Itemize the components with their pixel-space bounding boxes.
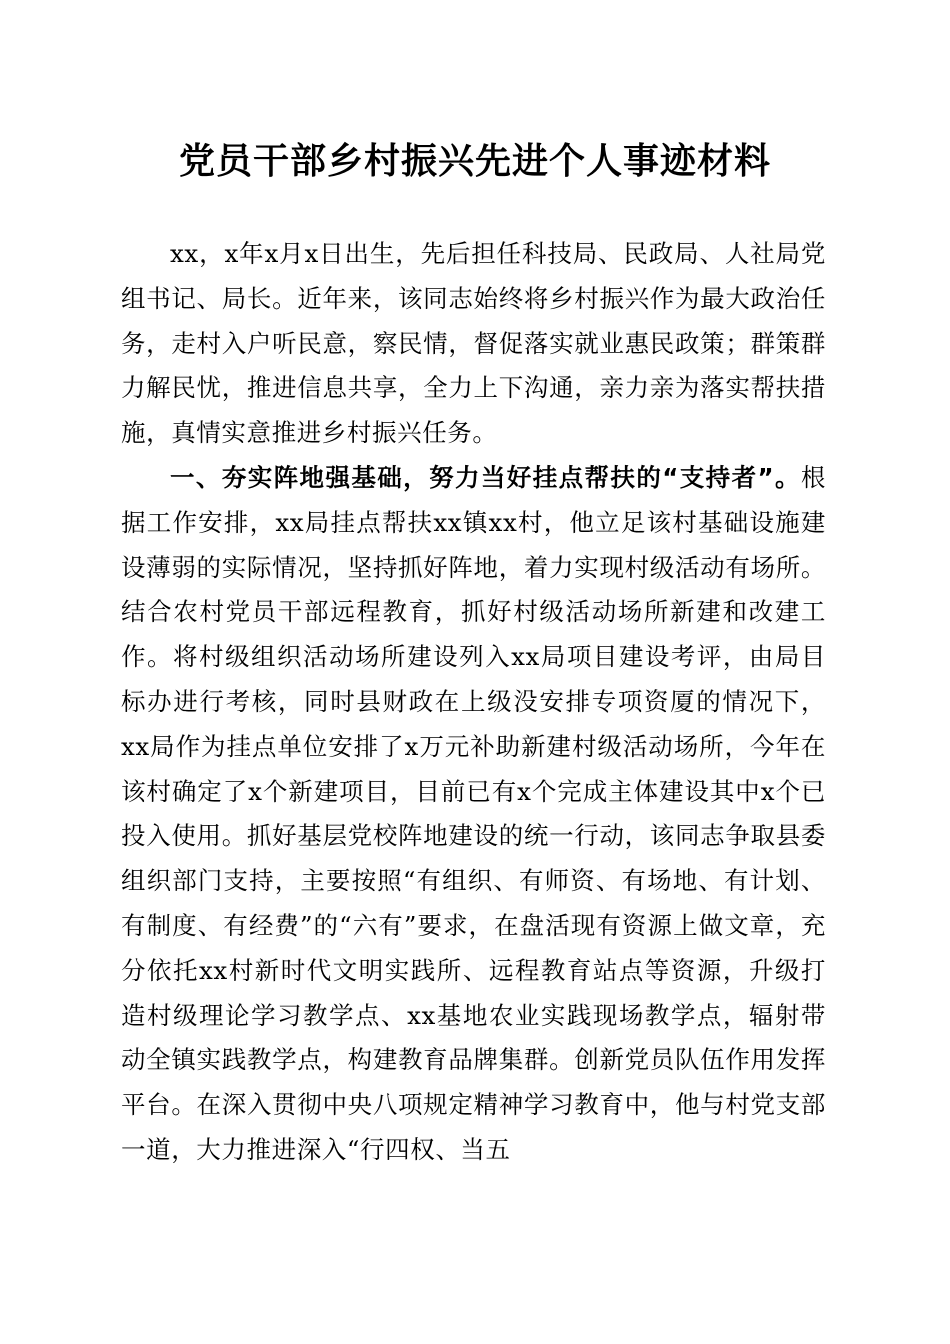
intro-paragraph: xx，x年x月x日出生，先后担任科技局、民政局、人社局党组书记、局长。近年来，该同志始终将乡村振兴作为最大政治任务，走村入户听民意，察民情，督促落实就业惠民政策；群策群力解民忧，推进信息共享，全力上下沟通，亲力亲为落实帮扶措施，真情实意推进乡村振兴任务。 xyxy=(121,239,826,448)
document-title: 党员干部乡村振兴先进个人事迹材料 xyxy=(178,140,771,182)
section-1-heading: 一、夯实阵地强基础，努力当好挂点帮扶的“支持者”。 xyxy=(170,462,801,492)
document-body xyxy=(121,232,826,1173)
section-1-body: 根据工作安排，xx局挂点帮扶xx镇xx村，他立足该村基础设施建设薄弱的实际情况，坚持抓好阵地，着力实现村级活动有场所。结合农村党员干部远程教育，抓好村级活动场所新建和改建工作。将村级组织活动场所建设列入xx局项目建设考评，由局目标办进行考核，同时县财政在上级没安排专项资厦的情况下，xx局作为挂点单位安排了x万元补助新建村级活动场所，今年在该村确定了x个新建项目，目前已有x个完成主体建设其中x个已投入使用。抓好基层党校阵地建设的统一行动，该同志争取县委组织部门支持，主要按照“有组织、有师资、有场地、有计划、有制度、有经费”的“六有”要求，在盘活现有资源上做文章，充分依托xx村新时代文明实践所、远程教育站点等资源，升级打造村级理论学习教学点、xx基地农业实践现场教学点，辐射带动全镇实践教学点，构建教育品牌集群。创新党员队伍作用发挥平台。在深入贯彻中央八项规定精神学习教育中，他与村党支部一道，大力推进深入“行四权、当五 xyxy=(121,462,826,1164)
section-1-paragraph xyxy=(121,456,826,1173)
